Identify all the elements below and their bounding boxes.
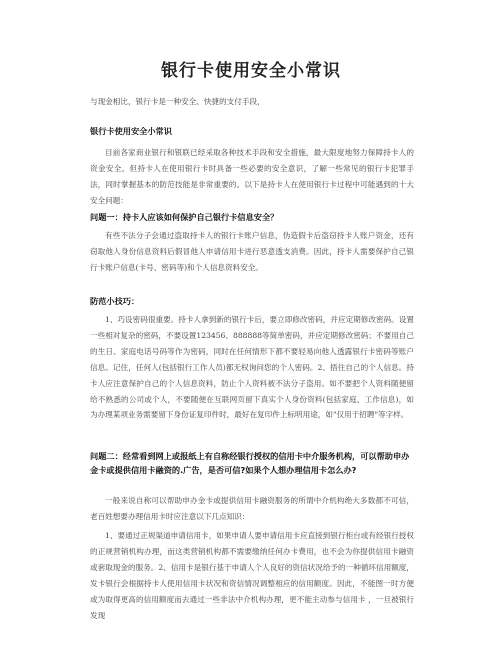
section-heading: 银行卡使用安全小常识 — [90, 126, 172, 136]
question-one-heading: 问题一：持卡人应该如何保护自己银行卡信息安全？ — [90, 212, 279, 222]
overview-paragraph: 目前各家商业银行和银联已经采取各种技术手段和安全措施，最大限度地努力保障持卡人的资金安全。但持卡人在使用银行卡时具备一些必要的安全意识，了解一些常见的银行卡犯罪手法，同时掌握基本的防范技能是非常重要的。以下是持卡人在使用银行卡过程中可能遇到的十大安全问题： — [90, 148, 414, 205]
answer-one-paragraph: 有些不法分子会通过盗取持卡人的银行卡账户信息，伪造假卡后盗窃持卡人账户资金，还有窃取他人身份信息资料后假冒他人申请信用卡进行恶意透支消费。因此，持卡人需要保护自己银行卡账户信息(卡号、密码等)和个人信息资料安全。 — [90, 231, 414, 272]
answer-two-paragraph: 一般来说自称可以帮助申办金卡或提供信用卡融资服务的所谓中介机构绝大多数都不可信，老百姓想要办理信用卡时应注意以下几点知识： — [90, 496, 414, 521]
tips-paragraph: 1、巧设密码很重要。持卡人拿到新的银行卡后，要立即修改密码，并应定期修改密码。设置一些相对复杂的密码，不要设置123456、888888等简单密码，并应定期修改密码；不要用自己的生日、家庭电话号码等作为密码，同时在任何情形下都不要轻易向他人透露银行卡密码等账户信息。记住，任何人(包括银行工作人员)都无权询问您的个人密码。2、捂住自己的个人信息。持卡人应注意保护自己的个人信息资料，防止个人资料被不法分子盗用。如不要把个人资料随便留给不熟悉的公司或个人，不要随便在互联网页留下真实个人身份资料(包括家庭、工作信息)，如为办理某项业务需要留下身份证复印件时，最好在复印件上标明用途，如"仅用于招聘"等字样。 — [90, 315, 414, 420]
answer-two-detail-paragraph: 1、要通过正规渠道申请信用卡，如果申请人要申请信用卡应直接到银行柜台或有经银行授权的正规营销机构办理，而这类营销机构都不需要缴纳任何办卡费用，也不会为你提供信用卡融资或套取现金的服务。2、信用卡是银行基于申请人个人良好的资信状况给予的一种循环信用额度，发卡银行会根据持卡人使用信用卡状况和资信情况调整相应的信用额度。因此，不能图一时方便或为取得更高的信用额度而去通过一些非法中介机构办理，更不能主动参与信用卡 ，一旦被银行发现 — [90, 531, 414, 620]
document-title: 银行卡使用安全小常识 — [161, 61, 341, 81]
intro-paragraph: 与现金相比，银行卡是一种安全、快捷的支付手段， — [90, 97, 265, 106]
question-two-heading: 问题二：经常看到网上或报纸上有自称经银行授权的信用卡中介服务机构，可以帮助申办金卡或提供信用卡融资的.广告，是否可信?如果个人想办理信用卡怎么办? — [90, 451, 410, 475]
tips-heading: 防范小技巧： — [90, 296, 140, 306]
